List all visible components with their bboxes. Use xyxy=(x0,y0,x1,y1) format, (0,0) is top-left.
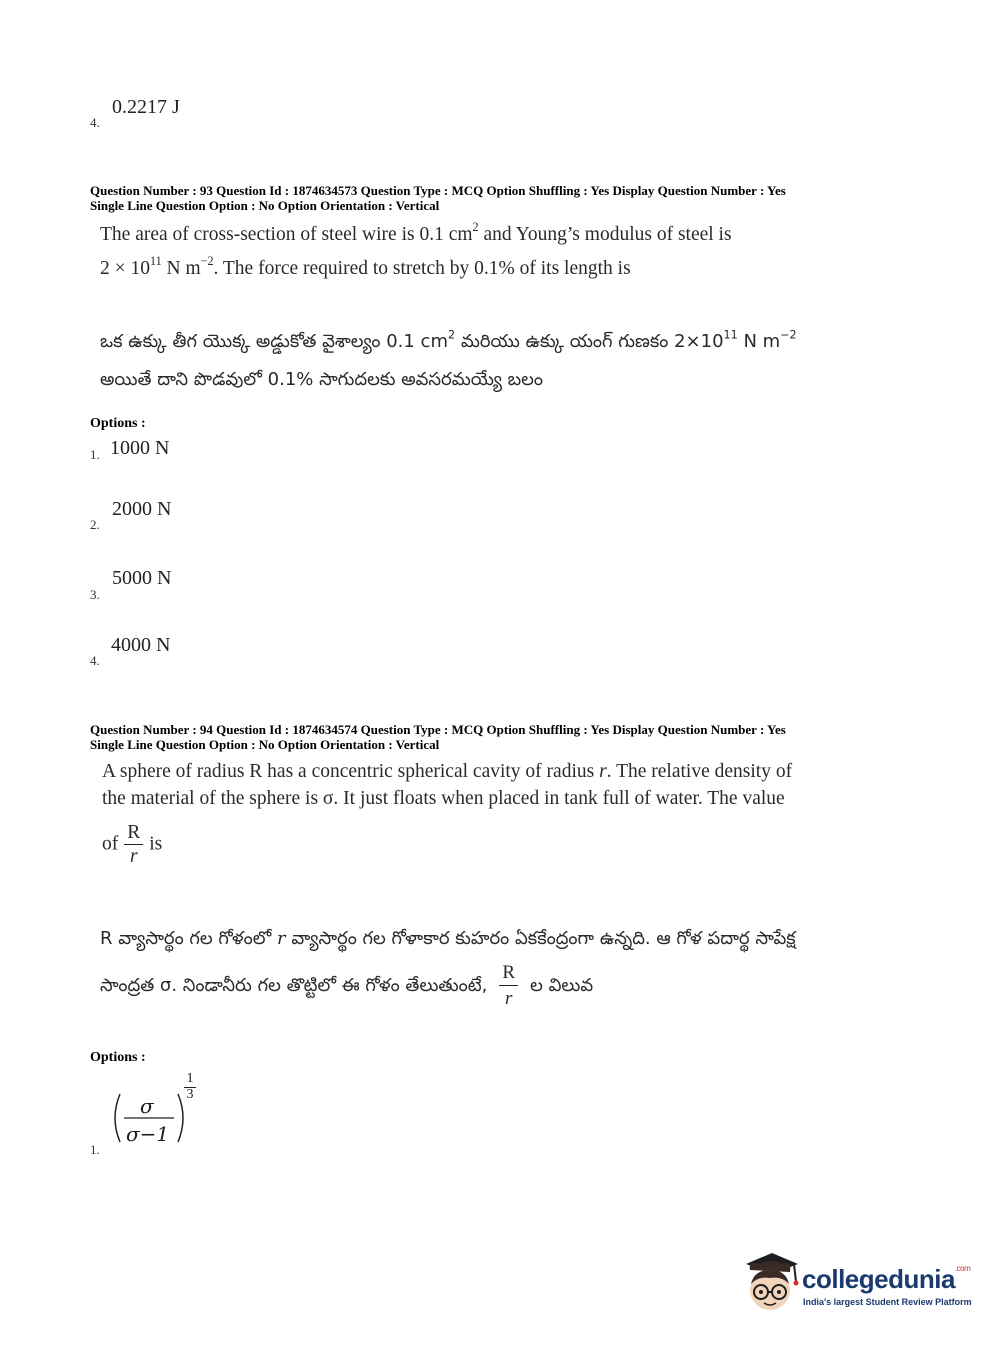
q94-en-line2: the material of the sphere is σ. It just floats when placed in tank full of water. The value xyxy=(102,788,785,809)
q94-meta xyxy=(90,722,786,752)
prev-option-number: 4. xyxy=(90,115,100,130)
q93-option-3-text[interactable]: 5000 N xyxy=(112,567,172,589)
logo-tagline: India's largest Student Review Platform xyxy=(803,1297,972,1307)
q94-fraction: $\frac{R}{r}$ xyxy=(124,823,143,867)
q94-en-line1: A sphere of radius R has a concentric spherical cavity of radius r. The relative density of xyxy=(102,761,793,782)
q93-option-2-text[interactable]: 2000 N xyxy=(112,498,172,520)
q93-question-telugu xyxy=(100,323,797,399)
q93-meta-line2: Single Line Question Option : No Option Orientation : Vertical xyxy=(90,198,440,213)
q93-en-line1: The area of cross-section of steel wire is 0.1 $cm^2$ and Young’s modulus of steel is xyxy=(100,219,732,245)
q93-meta-line1: Question Number : 93 Question Id : 1874634573 Question Type : MCQ Option Shuffling : Yes Display Question Number : Yes xyxy=(90,183,786,198)
q93-option-2-number: 2. xyxy=(90,517,100,532)
collegedunia-logo xyxy=(740,1250,970,1320)
q93-question-english xyxy=(100,218,732,286)
q94-question-english xyxy=(102,758,792,812)
q93-meta xyxy=(90,183,786,213)
q94-option-1-number: 1. xyxy=(90,1142,100,1157)
q93-options-label: Options : xyxy=(90,416,146,431)
q94-meta-line2: Single Line Question Option : No Option Orientation : Vertical xyxy=(90,737,440,752)
q93-option-4-number: 4. xyxy=(90,653,100,668)
q94-option-1-exponent: 1 3 xyxy=(184,1072,196,1102)
q94-meta-line1: Question Number : 94 Question Id : 1874634574 Question Type : MCQ Option Shuffling : Yes Display Question Number : Yes xyxy=(90,722,786,737)
q93-option-1-text[interactable]: 1000 N xyxy=(110,437,170,459)
q94-option-1-denominator: σ−1 xyxy=(126,1122,170,1146)
q93-option-4-text[interactable]: 4000 N xyxy=(111,634,171,656)
q94-option-1-numerator: σ xyxy=(140,1094,154,1118)
q93-option-1-number: 1. xyxy=(90,447,100,462)
logo-wordmark: collegedunia$^{.com}$ xyxy=(802,1264,971,1294)
q94-options-label: Options : xyxy=(90,1050,146,1065)
q93-en-line2: $2 \times 10^{11}$ N $m^{-2}$. The force required to stretch by 0.1% of its length is xyxy=(100,253,631,279)
q93-option-3-number: 3. xyxy=(90,587,100,602)
q94-en-line3: of $\frac{R}{r}$ is xyxy=(102,822,163,867)
q93-te-line1: ఒక ఉక్కు తీగ యొక్క అడ్డుకోత వైశాల్యం 0.1 $cm^2$ మరియు ఉక్కు యంగ్ గుణకం $2\times 10^{11}$ N $m^{-2}$ xyxy=(100,328,797,352)
q94-te-line1: R వ్యాసార్థం గల గోళంలో r వ్యాసార్థం గల గోళాకార కుహరం ఏకకేంద్రంగా ఉన్నది. ఆ గోళ పదార్థ సాపేక్ష xyxy=(100,928,796,949)
q93-te-line2: అయితే దాని పొడవులో 0.1% సాగుదలకు అవసరమయ్యే బలం xyxy=(100,369,544,390)
mascot-icon xyxy=(740,1250,802,1314)
prev-option-value: 0.2217 J xyxy=(112,96,180,118)
q94-te-fraction: $\frac{R}{r}$ xyxy=(499,962,518,1010)
q94-te-line2: సాంద్రత σ. నిండానీరు గల తొట్టిలో ఈ గోళం తేలుతుంటే, $\frac{R}{r}$ ల విలువ xyxy=(100,962,594,1009)
